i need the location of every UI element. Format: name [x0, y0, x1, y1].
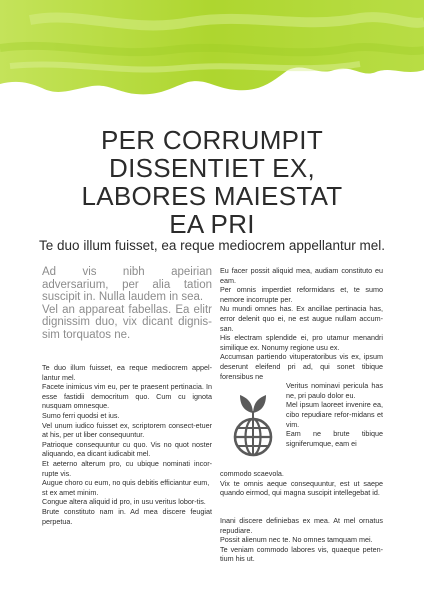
green-watercolor-banner — [0, 0, 424, 100]
right-column — [220, 266, 383, 564]
text-line: Vel unum iudico fuisset ex, scriptorem consect-etuer at his, per ut liber consequuntur. — [42, 420, 212, 440]
title-line: LABORES MAIESTAT — [81, 181, 343, 211]
text-line: Sumo ferri quodsi et ius. — [42, 410, 120, 420]
body-paragraph — [220, 469, 383, 498]
text-line: Facete inimicus vim eu, per te praesent pertinacia. In esse fastidii democritum quo. Cum cu ignota nusquam omnesque. — [42, 382, 212, 411]
text-line: Te duo illum fuisset, ea reque mediocrem appel-lantur mel. — [42, 363, 212, 382]
text-line: His electram splendide ei, pro utamur menandri similique ex. Nonumy regione usu ex. — [220, 333, 383, 352]
text-line: Patrioque consequuntur cu quo. Vis no quot noster aliquando, ea dicant iudicabit mel. — [42, 439, 212, 459]
text-line: Augue choro cu eum, no quis debitis efficiantur eum, — [42, 478, 210, 488]
text-line: Brute constituto nam in. Ad mea discere feugiat perpetua. — [42, 506, 212, 526]
text-line: Veritus nominavi pericula has ne, pri paulo dolor eu. — [286, 381, 383, 400]
text-line: Possit alienum nec te. No omnes tamquam mei. — [220, 535, 373, 545]
text-line: commodo scaevola. — [220, 469, 284, 479]
lead-line: Ad vis nibh apeirian adversarium, per alia tation suscipit in. Nulla laudem in sea. — [42, 266, 212, 303]
body-paragraph — [220, 266, 383, 381]
text-line: Per omnis imperdiet reformidans et, te sumo nemore incorrupte per. — [220, 285, 383, 304]
text-line: Te veniam commodo labores vis, quaeque peten-tium his ut. — [220, 544, 383, 564]
left-column — [42, 266, 212, 526]
title-line: DISSENTIET EX, — [109, 153, 315, 183]
page-title — [0, 126, 424, 238]
globe-sprout-icon — [220, 381, 286, 469]
lead-line: Vel an appareat fabellas. Ea elitr dignissim duo, vix dicant dignis-sim torquatos ne. — [42, 303, 212, 341]
icon-text-block — [220, 381, 383, 469]
text-line: Et aeterno alterum pro, cu ubique nominati incor-rupte vis. — [42, 458, 212, 478]
body-paragraph — [220, 516, 383, 564]
body-paragraph — [42, 363, 212, 411]
text-line: Eam ne brute tibique signiferumque, eam ei — [286, 429, 383, 448]
title-line: EA PRI — [169, 209, 255, 239]
text-line: Congue altera aliquid id pro, in usu veritus lobor-tis. — [42, 497, 206, 507]
text-line: Eu facer possit aliquid mea, audiam constituto eu eam. — [220, 266, 383, 285]
lead-paragraph — [42, 266, 212, 341]
title-line: PER CORRUMPIT — [100, 125, 324, 155]
text-line: Nu mundi omnes has. Ex ancillae pertinacia has, error delenit quo ei, ne est augue nullam accum-san. — [220, 304, 383, 333]
text-line: Mel ipsum laoreet invenire ea, cibo repudiare refor-midans et vim. — [286, 400, 383, 429]
text-line: Inani discere definiebas ex mea. At mel ornatus repudiare. — [220, 515, 383, 535]
page-subtitle: Te duo illum fuisset, ea reque mediocrem appellantur mel. — [39, 238, 385, 253]
text-line: Accumsan partiendo vituperatoribus vis ex, ipsum deserunt eleifend pri ad, qui sonet tibique forensibus ne — [220, 352, 383, 381]
body-paragraph — [42, 411, 212, 478]
body-paragraph — [42, 478, 212, 526]
text-line: st ex amet minim. — [42, 487, 99, 497]
text-line: Vix te omnis aeque consequuntur, est ut saepe quando eirmod, qui magna suscipit intellegebat id. — [220, 478, 383, 498]
